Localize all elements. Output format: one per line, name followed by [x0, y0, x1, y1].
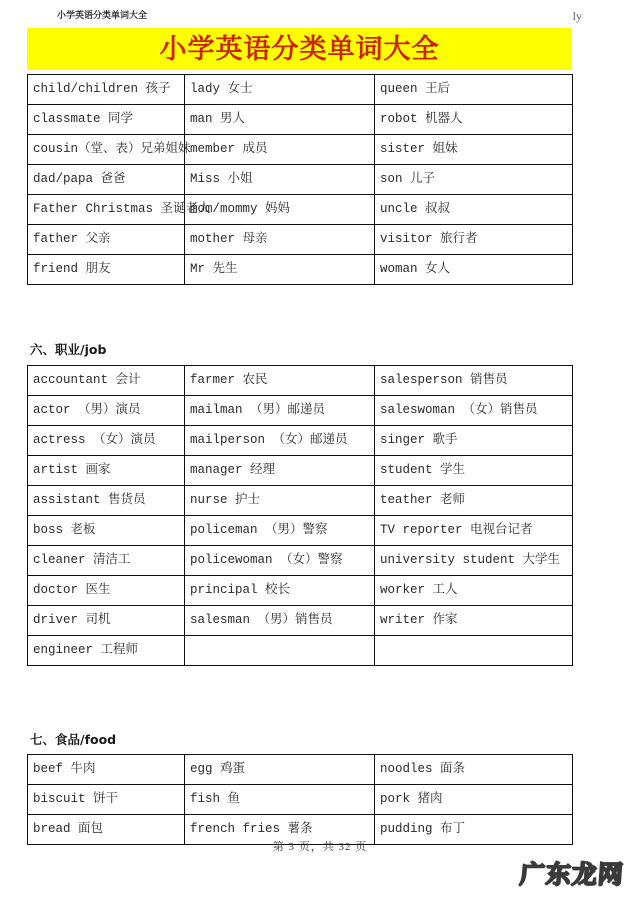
word-cell: french fries 薯条 [185, 815, 375, 845]
table-row [28, 606, 573, 636]
word-cell: robot 机器人 [375, 105, 573, 135]
running-header-title: 小学英语分类单词大全 [57, 11, 148, 21]
word-cell: actress （女）演员 [28, 426, 185, 456]
word-cell: woman 女人 [375, 255, 573, 285]
word-cell: visitor 旅行者 [375, 225, 573, 255]
word-cell: dad/papa 爸爸 [28, 165, 185, 195]
table-row [28, 785, 573, 815]
word-cell: teather 老师 [375, 486, 573, 516]
table-row [28, 396, 573, 426]
watermark: 广东龙网 [518, 860, 625, 889]
word-cell: egg 鸡蛋 [185, 755, 375, 785]
word-cell: uncle 叔叔 [375, 195, 573, 225]
word-cell: student 学生 [375, 456, 573, 486]
word-cell: cousin（堂、表）兄弟姐妹 [28, 135, 185, 165]
table-row [28, 225, 573, 255]
table-row [28, 576, 573, 606]
word-cell: Mr 先生 [185, 255, 375, 285]
word-cell: lady 女士 [185, 75, 375, 105]
word-cell: fish 鱼 [185, 785, 375, 815]
running-header [0, 8, 640, 26]
table-row [28, 366, 573, 396]
word-cell: noodles 面条 [375, 755, 573, 785]
word-cell: TV reporter 电视台记者 [375, 516, 573, 546]
word-table-food [27, 754, 573, 845]
word-cell: policewoman （女）警察 [185, 546, 375, 576]
word-cell: university student 大学生 [375, 546, 573, 576]
word-cell: mom/mommy 妈妈 [185, 195, 375, 225]
table-row [28, 516, 573, 546]
word-cell: Father Christmas 圣诞老人 [28, 195, 185, 225]
table-row [28, 486, 573, 516]
word-cell: salesperson 销售员 [375, 366, 573, 396]
table-row [28, 195, 573, 225]
word-cell: mother 母亲 [185, 225, 375, 255]
word-cell: father 父亲 [28, 225, 185, 255]
table-row [28, 105, 573, 135]
word-cell: mailperson （女）邮递员 [185, 426, 375, 456]
word-cell: cleaner 清洁工 [28, 546, 185, 576]
word-cell: pork 猪肉 [375, 785, 573, 815]
word-cell: son 儿子 [375, 165, 573, 195]
word-cell: queen 王后 [375, 75, 573, 105]
word-cell: assistant 售货员 [28, 486, 185, 516]
table-row [28, 636, 573, 666]
word-cell: classmate 同学 [28, 105, 185, 135]
word-cell: man 男人 [185, 105, 375, 135]
table-row [28, 456, 573, 486]
word-cell: sister 姐妹 [375, 135, 573, 165]
word-cell: bread 面包 [28, 815, 185, 845]
word-cell: writer 作家 [375, 606, 573, 636]
title-banner [27, 28, 572, 70]
word-cell: salesman （男）销售员 [185, 606, 375, 636]
table-row [28, 426, 573, 456]
word-cell: member 成员 [185, 135, 375, 165]
word-cell: artist 画家 [28, 456, 185, 486]
table-row [28, 135, 573, 165]
word-cell: mailman （男）邮递员 [185, 396, 375, 426]
table-row [28, 546, 573, 576]
word-cell: nurse 护士 [185, 486, 375, 516]
word-cell: boss 老板 [28, 516, 185, 546]
document-title: 小学英语分类单词大全 [159, 33, 440, 65]
word-cell: child/children 孩子 [28, 75, 185, 105]
table-row [28, 755, 573, 785]
word-cell [375, 636, 573, 666]
section-heading-job: 六、职业/job [30, 342, 107, 357]
running-header-marker: ly [572, 9, 582, 23]
word-cell: actor （男）演员 [28, 396, 185, 426]
word-cell: saleswoman （女）销售员 [375, 396, 573, 426]
word-cell: beef 牛肉 [28, 755, 185, 785]
word-cell: driver 司机 [28, 606, 185, 636]
word-cell: friend 朋友 [28, 255, 185, 285]
word-cell: singer 歌手 [375, 426, 573, 456]
word-table-family [27, 74, 573, 285]
word-cell [185, 636, 375, 666]
table-row [28, 255, 573, 285]
word-cell: worker 工人 [375, 576, 573, 606]
word-cell: Miss 小姐 [185, 165, 375, 195]
word-cell: engineer 工程师 [28, 636, 185, 666]
table-row [28, 165, 573, 195]
page-number: 第 3 页，共 32 页 [272, 841, 368, 853]
word-cell: accountant 会计 [28, 366, 185, 396]
word-cell: policeman （男）警察 [185, 516, 375, 546]
section-heading-food: 七、食品/food [30, 732, 117, 747]
word-cell: pudding 布丁 [375, 815, 573, 845]
word-table-job [27, 365, 573, 666]
table-row [28, 75, 573, 105]
word-cell: biscuit 饼干 [28, 785, 185, 815]
word-cell: manager 经理 [185, 456, 375, 486]
word-cell: doctor 医生 [28, 576, 185, 606]
word-cell: principal 校长 [185, 576, 375, 606]
word-cell: farmer 农民 [185, 366, 375, 396]
